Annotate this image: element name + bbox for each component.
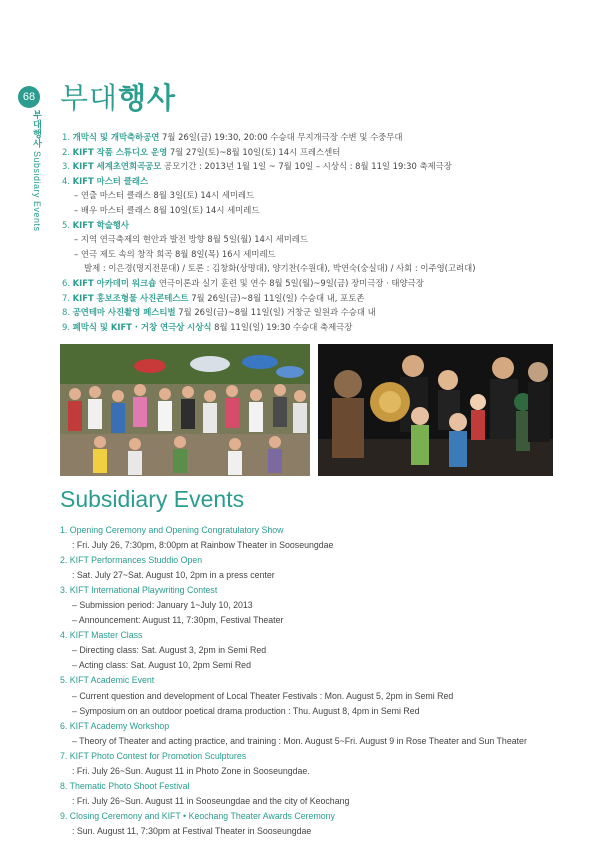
english-event-detail: : Fri. July 26, 7:30pm, 8:00pm at Rainbow Theater in Sooseungdae <box>72 540 334 551</box>
korean-event-item <box>62 305 582 320</box>
title-ko-bold: 행사 <box>118 81 177 115</box>
korean-section-title <box>60 76 176 117</box>
korean-event-heading: KIFT 세계초연희곡공모 <box>72 161 162 172</box>
english-event-list <box>60 523 560 839</box>
side-section-label <box>14 110 44 232</box>
english-event-detail: – Current question and development of Local Theater Festivals : Mon. August 5, 2pm in Semi Red <box>72 690 454 701</box>
korean-event-item <box>62 188 582 203</box>
korean-event-item <box>62 232 582 247</box>
english-event-heading: 7. KIFT Photo Contest for Promotion Sculptures <box>60 750 247 761</box>
korean-event-heading: KIFT 학술행사 <box>72 219 129 230</box>
korean-event-item <box>62 276 582 291</box>
korean-event-list <box>62 130 582 334</box>
english-event-detail: : Fri. July 26~Sun. August 11 in Photo Zone in Sooseungdae. <box>72 765 310 776</box>
korean-event-detail: 연극이론과 실기 훈련 및 연수 8월 5일(월)~9일(금) 장미극장 · 태양극장 <box>156 277 424 288</box>
korean-event-item <box>62 130 582 145</box>
korean-event-detail: – 연출 마스터 클래스 8월 3일(토) 14시 세미레드 <box>74 190 255 201</box>
english-event-detail: : Sun. August 11, 7:30pm at Festival Theater in Sooseungdae <box>72 825 312 836</box>
korean-event-item <box>62 145 582 160</box>
english-event-heading: 5. KIFT Academic Event <box>60 675 155 686</box>
korean-event-number: 2. <box>62 146 73 157</box>
korean-event-number: 5. <box>62 219 73 230</box>
korean-event-detail: 7월 26일(금)~8월 11일(일) 수승대 내, 포토존 <box>188 292 365 303</box>
korean-event-item <box>62 218 582 233</box>
korean-event-detail: 공모기간 : 2013년 1월 1일 ~ 7월 10일 – 시상식 : 8월 11일 19:30 축제극장 <box>161 161 452 172</box>
korean-event-heading: KIFT 작품 스튜디오 운영 <box>72 146 168 157</box>
korean-event-detail: – 연극 제도 속의 창작 희곡 8월 8일(목) 16시 세미레드 <box>74 248 276 259</box>
english-event-detail: – Submission period: January 1~July 10, 2013 <box>72 600 253 611</box>
performers-photo <box>318 344 553 476</box>
english-event-detail: – Acting class: Sat. August 10, 2pm Semi Red <box>72 660 251 671</box>
english-event-heading: 2. KIFT Performances Studdio Open <box>60 555 203 566</box>
english-event-heading: 8. Thematic Photo Shoot Festival <box>60 780 190 791</box>
side-label-korean: 부대행사 <box>32 110 42 148</box>
korean-event-item <box>62 291 582 306</box>
korean-event-item <box>62 261 582 276</box>
english-event-detail: : Fri. July 26~Sun. August 11 in Sooseungdae and the city of Keochang <box>72 795 350 806</box>
korean-event-number: 3. <box>62 161 73 172</box>
crowd-photo <box>60 344 310 476</box>
english-event-detail: : Sat. July 27~Sat. August 10, 2pm in a press center <box>72 570 275 581</box>
korean-event-number: 9. <box>62 321 73 332</box>
title-ko-light: 부대 <box>60 81 119 115</box>
korean-event-number: 1. <box>62 132 73 142</box>
korean-event-detail: 7월 27일(토)~8월 10일(토) 14시 프레스센터 <box>167 146 341 157</box>
korean-event-number: 4. <box>62 175 73 186</box>
korean-event-item <box>62 320 582 335</box>
english-event-detail: – Symposium on an outdoor poetical drama production : Thu. August 8, 4pm in Semi Red <box>72 705 420 716</box>
korean-event-item <box>62 174 582 189</box>
korean-event-item <box>62 247 582 262</box>
page-number: 68 <box>18 86 40 108</box>
korean-event-heading: KIFT 홍보조형물 사진콘테스트 <box>72 292 189 303</box>
english-event-heading: 1. Opening Ceremony and Opening Congratulatory Show <box>60 525 284 535</box>
english-event-heading: 4. KIFT Master Class <box>60 630 143 641</box>
english-section-title: Subsidiary Events <box>60 486 245 512</box>
korean-event-item <box>62 203 582 218</box>
korean-event-heading: KIFT 아카데미 워크숍 <box>72 277 157 288</box>
side-label-english: Subsidiary Events <box>32 151 42 232</box>
korean-event-heading: KIFT 마스터 클래스 <box>72 175 149 186</box>
korean-event-heading: 개막식 및 개막축하공연 <box>72 132 160 142</box>
english-event-detail: – Directing class: Sat. August 3, 2pm in Semi Red <box>72 645 267 656</box>
korean-event-detail: – 지역 연극축제의 현안과 발전 방향 8월 5일(월) 14시 세미레드 <box>74 234 308 245</box>
korean-event-number: 7. <box>62 292 73 303</box>
korean-event-number: 6. <box>62 277 73 288</box>
english-event-heading: 3. KIFT International Playwriting Contest <box>60 585 218 596</box>
photo-strip <box>60 344 553 476</box>
english-event-detail: – Announcement: August 11, 7:30pm, Festival Theater <box>72 615 284 626</box>
english-event-detail: – Theory of Theater and acting practice, and training : Mon. August 5~Fri. August 9 in Rose Theater and Sun Theater <box>72 735 527 746</box>
korean-event-detail: 8월 11일(일) 19:30 수승대 축제극장 <box>211 321 353 332</box>
korean-event-item <box>62 159 582 174</box>
korean-event-heading: 폐막식 및 KIFT · 거창 연극상 시상식 <box>72 321 212 332</box>
korean-event-heading: 공연테마 사진촬영 페스티벌 <box>72 307 176 318</box>
english-event-heading: 6. KIFT Academy Workshop <box>60 720 170 731</box>
korean-event-detail: 발제 : 이은경(명지전문대) / 토론 : 김창화(상명대), 양기찬(수원대), 박연숙(숭실대) / 사회 : 이주영(고려대) <box>84 263 476 274</box>
korean-event-detail: 7월 26일(금)~8월 11일(일) 거창군 일원과 수승대 내 <box>175 307 376 318</box>
korean-event-number: 8. <box>62 307 73 318</box>
korean-event-detail: 7월 26일(금) 19:30, 20:00 수승대 무지개극장 수변 및 수중무대 <box>159 132 403 142</box>
english-event-heading: 9. Closing Ceremony and KIFT • Keochang Theater Awards Ceremony <box>60 810 335 821</box>
korean-event-detail: – 배우 마스터 클래스 8월 10일(토) 14시 세미레드 <box>74 204 260 215</box>
